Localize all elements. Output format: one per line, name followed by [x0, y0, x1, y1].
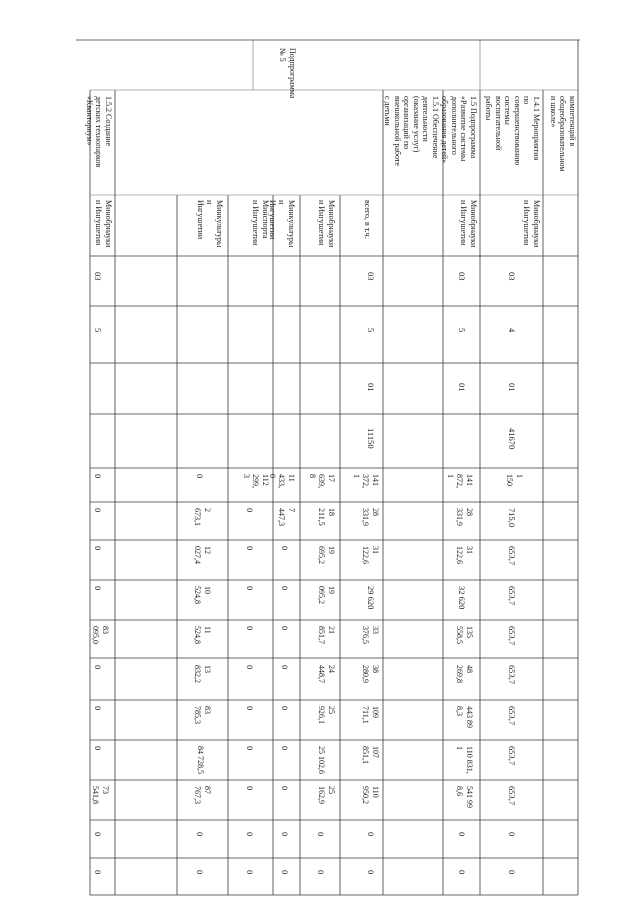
row1-rz: 4 [507, 328, 517, 333]
row3-v0: 141 372, 1 [352, 474, 380, 488]
row4-v0: 17 639, 8 [308, 474, 336, 488]
row8-v5: 0 [93, 665, 103, 670]
row8-v0: 0 [93, 474, 103, 479]
row6-v5: 0 [245, 665, 255, 670]
row6-executor: Минспорта и Ингушетии [251, 200, 270, 246]
row8-executor: Минобрнауки и Ингушетии [94, 200, 113, 248]
row2-v8: 541 99 8,6 [455, 786, 474, 808]
row6-v7: 0 [245, 746, 255, 751]
row5-v7: 0 [280, 746, 290, 751]
row2-v5: 48 269,8 [455, 665, 474, 683]
row7-v6: 83 785,3 [193, 706, 212, 724]
row3-rz: 5 [366, 328, 376, 333]
row8-v3: 0 [93, 586, 103, 591]
row3-v5: 38 280,9 [361, 665, 380, 683]
row8-v10: 0 [93, 870, 103, 875]
row2-executor: Минобрнауки и Ингушетии [459, 200, 478, 248]
row4-v3: 19 095,2 [317, 586, 336, 604]
row8-v8: 73 541,8 [91, 786, 110, 804]
row6-v1: 0 [245, 508, 255, 513]
row4-v9: 0 [316, 832, 326, 837]
row3-v6: 109 711,1 [361, 706, 380, 724]
row2-v1: 28 331,9 [455, 508, 474, 526]
row4-v7: 25 102,6 [317, 746, 326, 774]
row1-v7: 653,7 [507, 746, 517, 766]
row8-v7: 0 [93, 746, 103, 751]
row1-v5: 653,7 [507, 665, 517, 685]
row3-grbs: 03 [366, 272, 376, 281]
row6-v0: 112 299, 3 [242, 474, 270, 488]
row7-v1: 2 673,1 [193, 508, 212, 526]
row1-v6: 653,7 [507, 706, 517, 726]
row5-v0: 11 433, 0 [268, 474, 296, 488]
row2-measure: 1.5 Подпрограмма «Развитие системы дополнительного образования детей» [440, 96, 478, 164]
row2-v4: 135 558,5 [455, 626, 474, 644]
row2-grbs: 03 [457, 272, 467, 281]
row2-v7: 110 831, 1 [455, 746, 474, 774]
row3-csr: 11150 [366, 428, 376, 449]
row1-measure: 1.4.1 Мероприятия по совершенствованию системы воспитательной работы [484, 96, 541, 166]
row6-v4: 0 [245, 626, 255, 631]
row3-v4: 33 376,5 [361, 626, 380, 644]
row7-executor: Минкультуры и Ингушетии [196, 200, 224, 248]
row1-v1: 715,0 [507, 508, 517, 528]
row7-v0: 0 [195, 474, 205, 479]
row7-v7: 84 728,5 [196, 746, 205, 774]
row1-csr: 41670 [507, 428, 517, 450]
row7-v2: 12 027,4 [193, 546, 212, 564]
row6-v8: 0 [245, 786, 255, 791]
row4-v8: 25 162,9 [317, 786, 336, 804]
row4-v1: 18 211,5 [317, 508, 336, 526]
row1-v3: 653,7 [507, 586, 517, 606]
row3-executor: всего, в т.ч. [363, 200, 372, 239]
row5-v8: 0 [280, 786, 290, 791]
row3-measure: 1.5.1 Обеспечение деятельности (оказание услуг) организаций по внешкольной работе с детьми [383, 96, 440, 166]
row4-v6: 25 926,1 [317, 706, 336, 724]
row5-v6: 0 [280, 706, 290, 711]
row3-v10: 0 [366, 870, 376, 875]
subprogram-note: Подпрограмма № 5 [278, 48, 297, 99]
row2-pr: 01 [457, 383, 467, 392]
row1-v0: 1 150 [505, 474, 524, 486]
row5-v9: 0 [280, 832, 290, 837]
row6-v6: 0 [245, 706, 255, 711]
row7-v10: 0 [195, 870, 205, 875]
row4-v2: 19 695,2 [317, 546, 336, 564]
row7-v4: 11 524,8 [193, 626, 212, 644]
row2-v6: 443 89 8,3 [455, 706, 474, 728]
row1-v4: 653,7 [507, 626, 517, 646]
row7-v8: 87 767,3 [193, 786, 212, 804]
row4-v4: 21 851,7 [317, 626, 336, 644]
row2-v10: 0 [457, 870, 467, 875]
row4-v5: 24 448,7 [317, 665, 336, 683]
row5-v4: 0 [280, 626, 290, 631]
row1-v9: 0 [507, 832, 517, 837]
row4-executor: Минобрнауки и Ингушетии [317, 200, 336, 248]
row1-v2: 653,7 [507, 546, 517, 566]
row5-executor: Минкультуры и Ингушетии [268, 200, 296, 248]
row8-v4: 83 095,0 [91, 626, 110, 644]
row7-v9: 0 [195, 832, 205, 837]
row5-v3: 0 [280, 586, 290, 591]
row1-executor: Минобрнауки и Ингушетии [522, 200, 541, 248]
row3-v2: 31 122,6 [361, 546, 380, 564]
row2-v3: 32 620 [457, 586, 467, 610]
row8-v2: 0 [93, 546, 103, 551]
row8-v6: 0 [93, 706, 103, 711]
row1-grbs: 03 [507, 272, 517, 281]
row6-v2: 0 [245, 546, 255, 551]
row5-v1: 7 447,3 [277, 508, 296, 526]
row3-v1: 28 331,9 [361, 508, 380, 526]
row5-v5: 0 [280, 665, 290, 670]
row3-v8: 110 950,2 [361, 786, 380, 804]
row8-v9: 0 [93, 832, 103, 837]
row8-grbs: 03 [93, 272, 103, 281]
row5-v2: 0 [280, 546, 290, 551]
row3-v9: 0 [366, 832, 376, 837]
row2-v9: 0 [457, 832, 467, 837]
row3-v7: 107 851,1 [361, 746, 380, 764]
row2-v2: 31 122,6 [455, 546, 474, 564]
row0-measure: компетенций в общеобразовательном и школе» [549, 96, 577, 172]
row2-rz: 5 [457, 328, 467, 333]
row1-v10: 0 [507, 870, 517, 875]
row4-v10: 0 [316, 870, 326, 875]
row7-v5: 13 832,2 [193, 665, 212, 683]
row2-v0: 141 872, 1 [446, 474, 474, 488]
row6-v3: 0 [245, 586, 255, 591]
row1-v8: 653,7 [507, 786, 517, 806]
row8-v1: 0 [93, 508, 103, 513]
row3-v3: 29 620 [366, 586, 376, 610]
row5-v10: 0 [280, 870, 290, 875]
row6-v10: 0 [245, 870, 255, 875]
row7-v3: 10 524,8 [193, 586, 212, 604]
row3-pr: 01 [366, 383, 376, 392]
row1-pr: 01 [507, 383, 517, 392]
row6-v9: 0 [245, 832, 255, 837]
row8-rz: 5 [93, 328, 103, 333]
row8-measure: 1.5.2 Создание детских технопарков «Кванториум» [85, 96, 113, 168]
